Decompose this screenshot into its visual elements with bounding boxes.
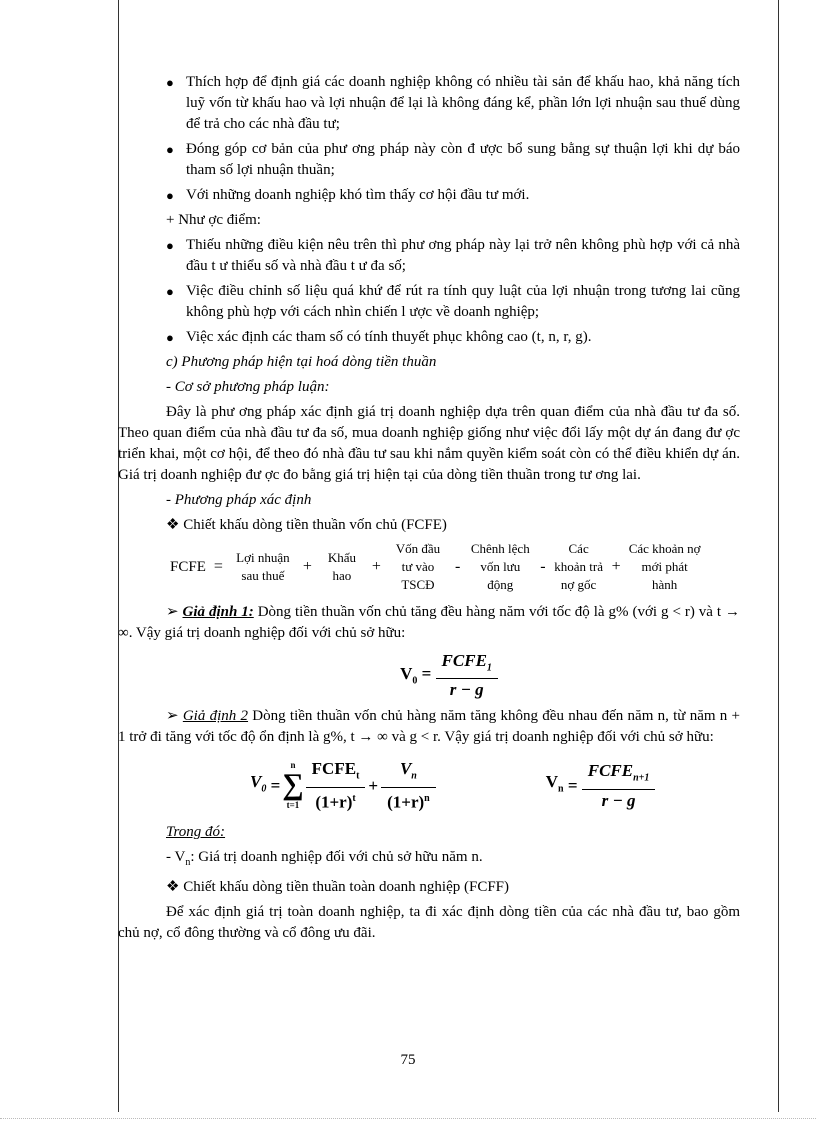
assumption-2-text: Dòng tiền thuần vốn chủ hàng năm tăng không đều nhau đến năm n, từ năm n + 1 trở đi tăng với tốc độ ổn định là g%, t → ∞ và g < r. Vậy giá trị doanh nghiệp đối với chủ sở hữu:	[118, 708, 741, 746]
fcfe-term: Vốn đầu tư vào TSCĐ	[395, 541, 441, 592]
formula-fraction: $\frac{FCFE_1}{r - g}$	[436, 650, 498, 700]
assumption-1-text: Dòng tiền thuần vốn chủ tăng đều hàng năm với tốc độ là g% (với g < r) và t → ∞. Vậy giá trị doanh nghiệp đối với chủ sở hữu:	[118, 604, 740, 641]
basis-title: - Cơ sở phương pháp luận:	[166, 379, 330, 395]
fcfe-operator: +	[611, 558, 621, 575]
assumption-2	[118, 706, 740, 748]
assumption-1-label: Giả định 1:	[182, 604, 254, 620]
fcfe-formula	[166, 540, 705, 594]
fcfe-heading: ❖ Chiết khấu dòng tiền thuần vốn chủ (FCFE)	[166, 517, 447, 533]
fcfe-operator: -	[454, 558, 461, 575]
fcfe-operator: +	[302, 558, 312, 575]
page-frame-bottom	[0, 1118, 816, 1119]
bullet-item	[118, 72, 740, 135]
page-number: 75	[400, 1052, 416, 1068]
bullet-text: Đóng góp cơ bản của phư ơng pháp này còn đ ược bổ sung bằng sự thuận lợi khi dự báo tham số lợi nhuận thuần;	[186, 141, 740, 178]
basis-paragraph: Đây là phư ơng pháp xác định giá trị doanh nghiệp dựa trên quan điểm của nhà đầu tư đa số. Theo quan điểm của nhà đầu tư đa số, mua doanh nghiệp giống như việc đổi lấy một dự án đang đư ợc triển khai, một cơ hội, để theo đó nhà đầu tư sau khi nắm quyền kiểm soát còn có thể điều khiển dự án. Giá trị doanh nghiệp đư ợc đo bằng giá trị hiện tại của dòng tiền thuần trong tư ơng lai.	[118, 404, 740, 483]
sigma-icon: n ∑ t=1	[282, 760, 304, 811]
fcfe-term: Chênh lệch vốn lưu động	[470, 541, 530, 592]
arrow-icon: ➢	[166, 708, 183, 725]
disadvantages-heading: + Như ợc điểm:	[166, 212, 261, 228]
fcfe-term: Lợi nhuận sau thuế	[236, 550, 290, 583]
bullet-icon: ●	[166, 284, 174, 299]
fcfe-term: Khấu hao	[327, 550, 356, 583]
fcfe-operator: -	[540, 558, 546, 575]
assumption-2-label: Giả định 2	[182, 708, 249, 725]
fcfe-lhs: FCFE	[170, 559, 206, 575]
formula-v0-gordon: $V_0$ = $\frac{FCFE_1}{r - g}$	[158, 650, 740, 700]
bullet-icon: ●	[166, 330, 174, 345]
bullet-icon: ●	[166, 238, 174, 253]
bullet-icon: ●	[166, 75, 174, 90]
bullet-item	[118, 235, 740, 277]
bullet-text: Thiếu những điều kiện nêu trên thì phư ơng pháp này lại trở nên không phù hợp với cả nhà đầu t ư thiểu số và nhà đầu t ư đa số;	[186, 237, 740, 274]
section-c-title: c) Phương pháp hiện tại hoá dòng tiền thuần	[166, 354, 437, 370]
page-frame-right	[778, 0, 779, 1112]
formula-vn: $V_n$ = $\frac{FCFE_{n+1}}{r - g}$	[546, 760, 656, 810]
page-content	[118, 72, 740, 944]
fcfe-operator: +	[371, 558, 381, 575]
fcfe-equals: =	[213, 558, 223, 575]
bullet-text: Việc điều chỉnh số liệu quá khứ để rút ra tính quy luật của lợi nhuận trong tương lai cũng không phù hợp với cách nhìn chiến l ược về doanh nghiệp;	[186, 283, 740, 320]
fcff-heading: ❖ Chiết khấu dòng tiền thuần toàn doanh nghiệp (FCFF)	[166, 879, 510, 896]
bullet-text: Với những doanh nghiệp khó tìm thấy cơ hội đầu tư mới.	[186, 187, 530, 203]
bullet-item	[118, 281, 740, 323]
fcfe-term: Các khoản nợ mới phát hành	[628, 541, 701, 592]
where-label: Trong đó:	[166, 824, 226, 841]
assumption-1	[118, 602, 740, 644]
formula-v0-two-stage: $V_0$ = n ∑ t=1 $\frac{FCFE_t}{(1+r)^t}$ + $\frac{V_n}{(1+r)^n}$	[250, 758, 436, 812]
bullet-item	[118, 139, 740, 181]
bullet-item	[118, 327, 740, 348]
arrow-icon: ➢	[166, 604, 183, 620]
fcff-paragraph: Để xác định giá trị toàn doanh nghiệp, ta đi xác định dòng tiền của các nhà đầu tư, bao gồm chủ nợ, cổ đông thường và cổ đông ưu đãi.	[118, 904, 740, 942]
bullet-text: Việc xác định các tham số có tính thuyết phục không cao (t, n, r, g).	[186, 329, 592, 345]
method-title: - Phương pháp xác định	[166, 492, 312, 508]
bullet-text: Thích hợp để định giá các doanh nghiệp không có nhiều tài sản để khấu hao, khả năng tích luỹ vốn từ khấu hao và lợi nhuận để lại là không đáng kể, phần lớn lợi nhuận sau thuế dùng để trả cho các nhà đầu tư;	[186, 74, 740, 132]
where-item: - $V_n$: Giá trị doanh nghiệp đối với chủ sở hữu năm n.	[166, 849, 483, 869]
fcfe-term: Các khoản trả nợ gốc	[554, 541, 603, 592]
bullet-item	[118, 185, 740, 206]
bullet-icon: ●	[166, 188, 174, 203]
formula-row	[118, 758, 740, 812]
bullet-icon: ●	[166, 142, 174, 157]
formula-lhs: $V_0$	[400, 664, 418, 687]
